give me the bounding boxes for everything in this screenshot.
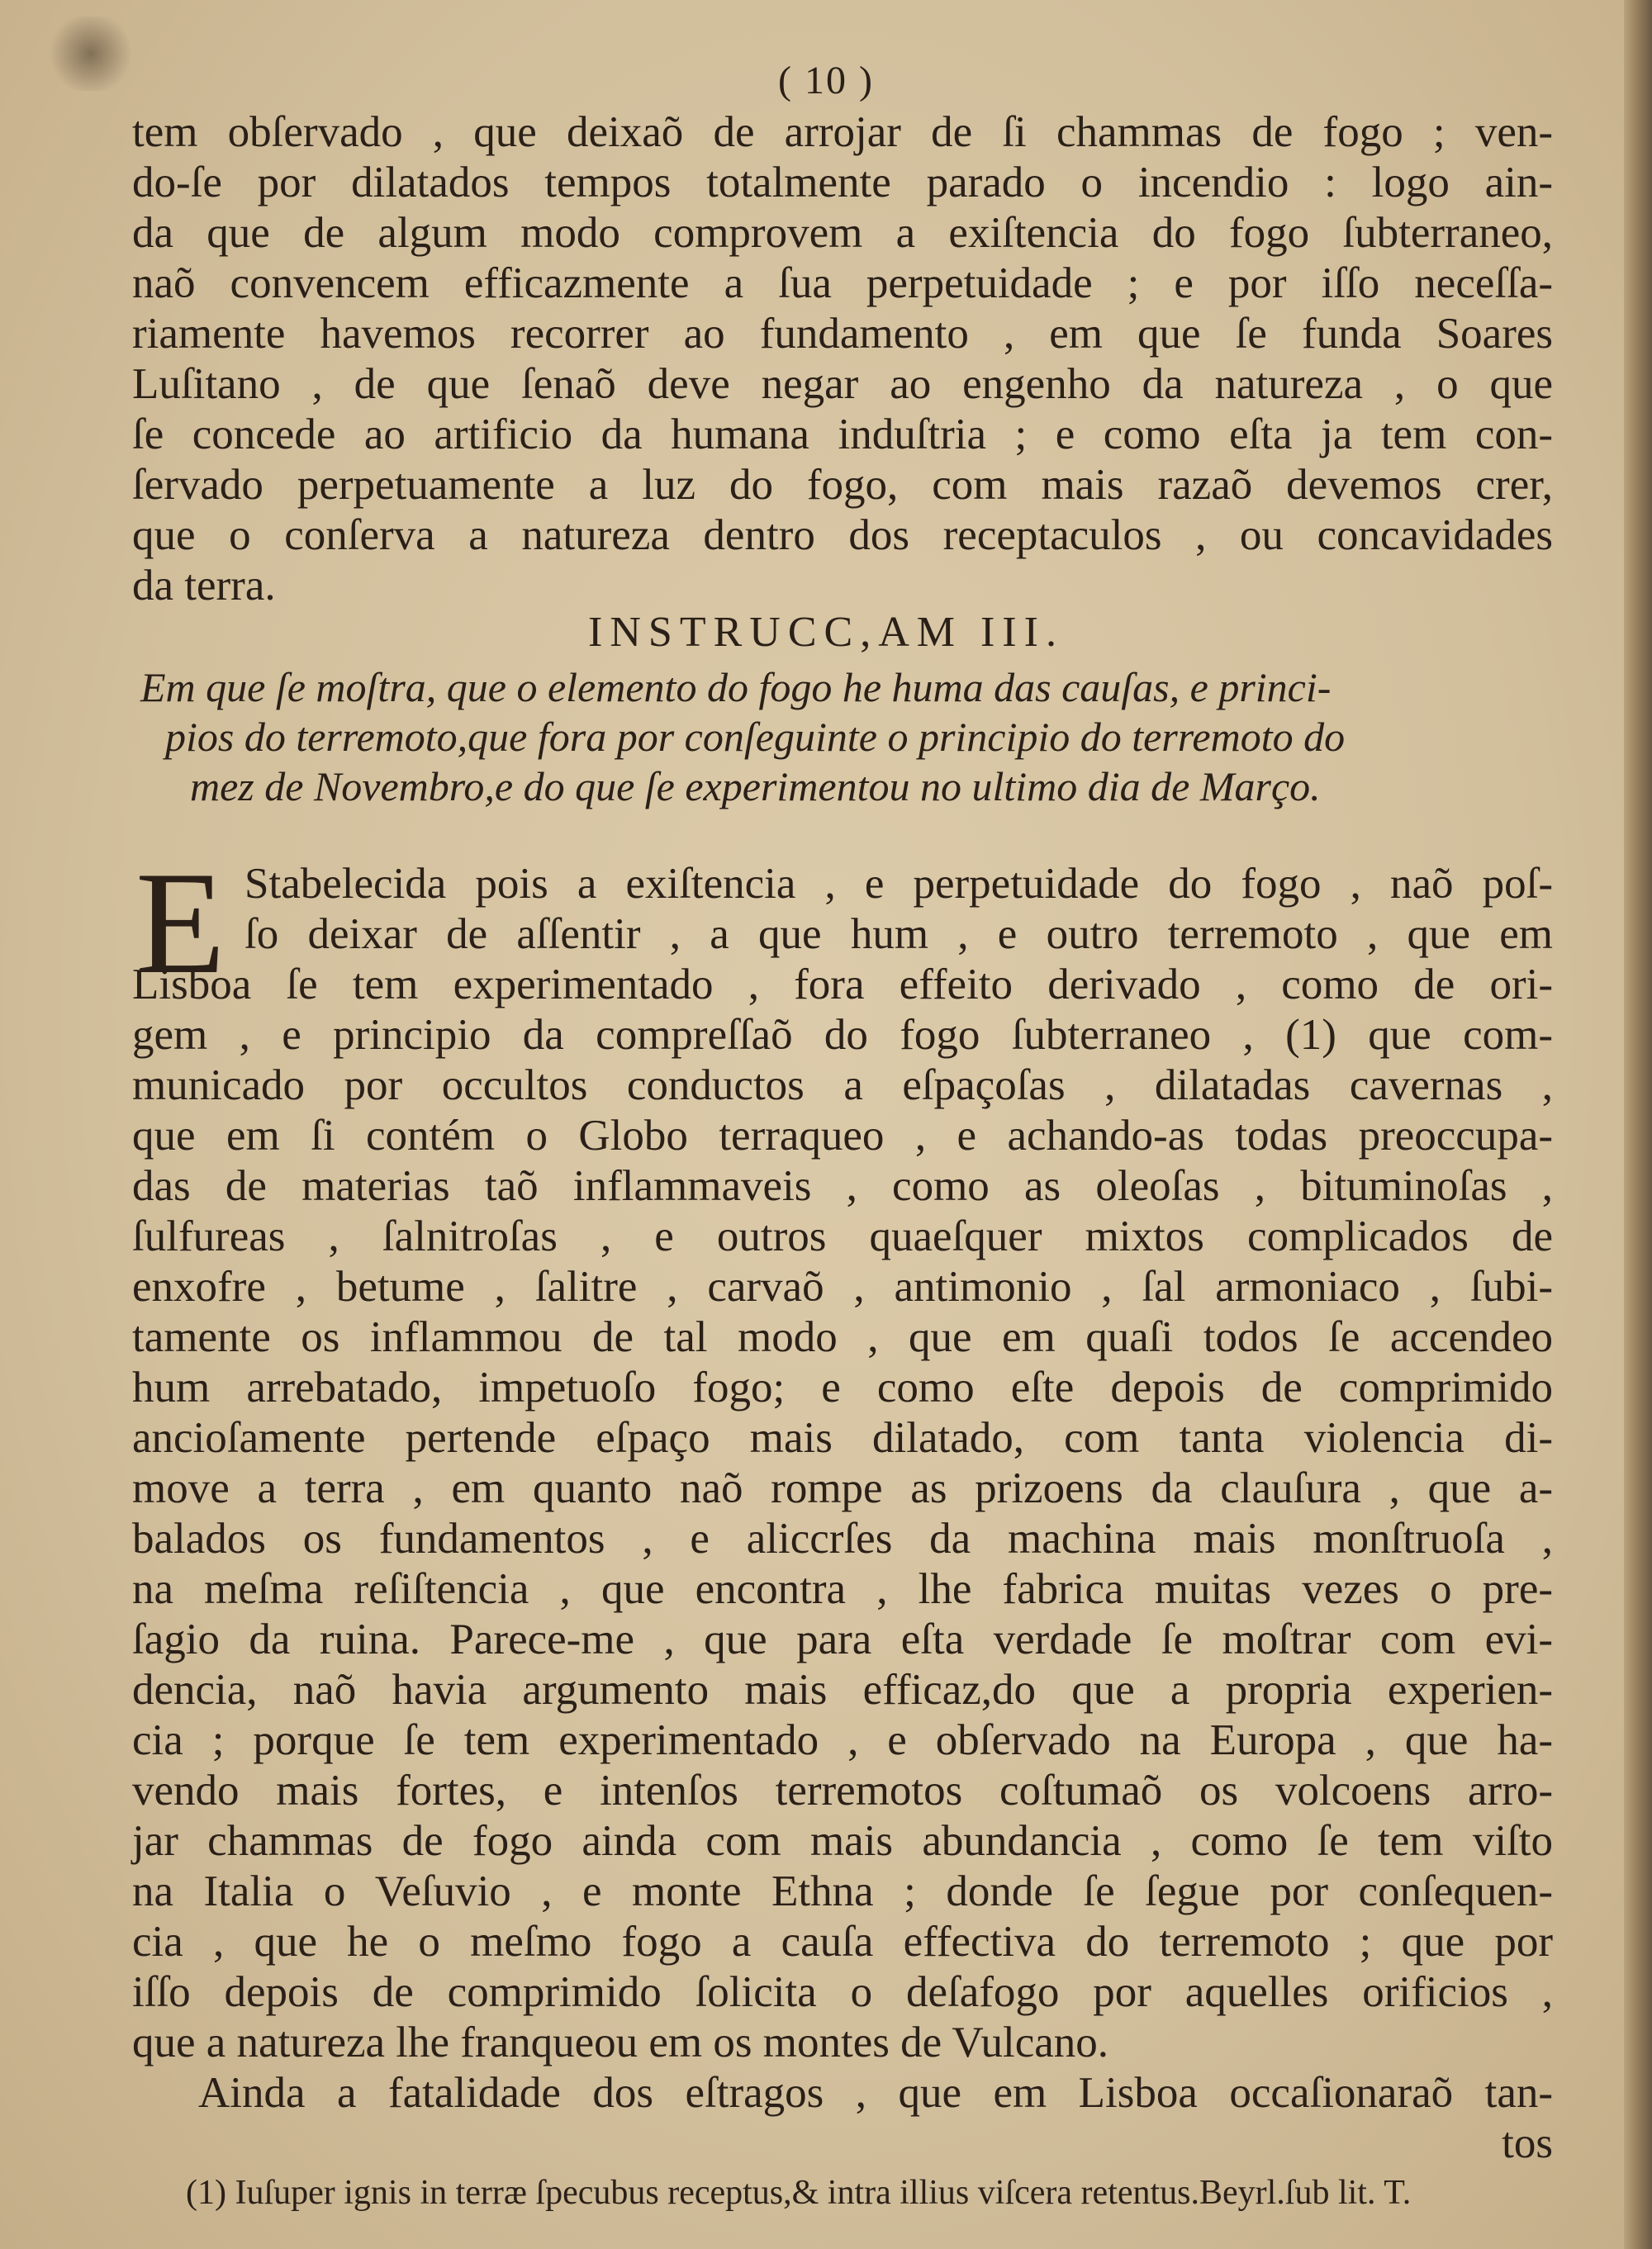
- text-line: ſagio da ruina. Parece-me , que para eſta verdade ſe moſtrar com evi-: [132, 1616, 1553, 1663]
- section-heading: INSTRUCC,AM III.: [588, 609, 1064, 656]
- text-line: da que de algum modo comprovem a exiſtencia do fogo ſubterraneo,: [132, 209, 1553, 257]
- text-line: da terra.: [132, 562, 276, 610]
- text-line: Lisboa ſe tem experimentado , fora effeito derivado , como de ori-: [132, 961, 1553, 1008]
- text-line: move a terra , em quanto naõ rompe as prizoens da clauſura , que a-: [132, 1464, 1553, 1512]
- text-line: iſſo depois de comprimido ſolicita o deſafogo por aquelles orificios ,: [132, 1968, 1553, 2016]
- footnote: (1) Iuſuper ignis in terræ ſpecubus receptus,& intra illius viſcera retentus.Beyrl.ſub lit. T.: [186, 2174, 1412, 2212]
- text-line: riamente havemos recorrer ao fundamento , em que ſe funda Soares: [132, 310, 1553, 358]
- text-line: ſe concede ao artificio da humana induſtria ; e como eſta ja tem con-: [132, 410, 1553, 458]
- text-line: ancioſamente pertende eſpaço mais dilatado, com tanta violencia di-: [132, 1414, 1553, 1462]
- text-line: das de materias taõ inflammaveis , como as oleoſas , bituminoſas ,: [132, 1162, 1553, 1210]
- text-line: ſervado perpetuamente a luz do fogo, com mais razaõ devemos crer,: [132, 461, 1553, 509]
- text-line: enxofre , betume , ſalitre , carvaõ , antimonio , ſal armoniaco , ſubi-: [132, 1263, 1553, 1311]
- text-line: que em ſi contém o Globo terraqueo , e achando-as todas preoccupa-: [132, 1112, 1553, 1160]
- main-paragraph: [132, 960, 1553, 2068]
- section-subtitle: [140, 662, 1561, 811]
- drop-cap: E: [135, 841, 225, 1004]
- text-line: cia , que he o meſmo fogo a cauſa effectiva do terremoto ; que por: [132, 1918, 1553, 1966]
- text-line: Ainda a fatalidade dos eſtragos , que em Lisboa occaſionaraõ tan-: [198, 2069, 1553, 2117]
- subtitle-line: Em que ſe moſtra, que o elemento do fogo he huma das cauſas, e princi-: [140, 664, 1332, 710]
- text-line: naõ convencem efficazmente a ſua perpetuidade ; e por iſſo neceſſa-: [132, 259, 1553, 307]
- text-line: Luſitano , de que ſenaõ deve negar ao engenho da natureza , o que: [132, 360, 1553, 408]
- first-lines: [244, 859, 1553, 960]
- text-line: do-ſe por dilatados tempos totalmente parado o incendio : logo ain-: [132, 159, 1553, 206]
- catchword-line: [132, 2119, 1553, 2169]
- text-line: na Italia o Veſuvio , e monte Ethna ; donde ſe ſegue por conſequen-: [132, 1867, 1553, 1915]
- page-edge: [1624, 0, 1652, 2249]
- page-number: ( 10 ): [778, 59, 874, 102]
- text-line: na meſma reſiſtencia , que encontra , lhe fabrica muitas vezes o pre-: [132, 1565, 1553, 1613]
- text-line: tem obſervado , que deixaõ de arrojar de ſi chammas de fogo ; ven-: [132, 108, 1553, 156]
- text-line: hum arrebatado, impetuoſo fogo; e como eſte depois de comprimido: [132, 1364, 1553, 1412]
- text-line: cia ; porque ſe tem experimentado , e obſervado na Europa , que ha-: [132, 1716, 1553, 1764]
- text-line: tamente os inflammou de tal modo , que em quaſi todos ſe accendeo: [132, 1313, 1553, 1361]
- text-line: jar chammas de fogo ainda com mais abundancia , como ſe tem viſto: [132, 1817, 1553, 1865]
- catchword: tos: [1502, 2119, 1553, 2167]
- subtitle-line: mez de Novembro,e do que ſe experimentou no ultimo dia de Março.: [190, 763, 1321, 809]
- top-paragraph: [132, 107, 1553, 611]
- text-line: Stabelecida pois a exiſtencia , e perpetuidade do fogo , naõ poſ-: [244, 860, 1553, 908]
- last-paragraph: [198, 2068, 1553, 2119]
- text-line: que o conſerva a natureza dentro dos receptaculos , ou concavidades: [132, 511, 1553, 559]
- text-line: dencia, naõ havia argumento mais efficaz,do que a propria experien-: [132, 1666, 1553, 1714]
- text-line: ſulfureas , ſalnitroſas , e outros quaeſquer mixtos complicados de: [132, 1212, 1553, 1260]
- text-line: que a natureza lhe franqueou em os montes de Vulcano.: [132, 2019, 1109, 2066]
- text-line: ſo deixar de aſſentir , a que hum , e outro terremoto , que em: [244, 910, 1553, 958]
- text-line: balados os fundamentos , e aliccrſes da machina mais monſtruoſa ,: [132, 1515, 1553, 1563]
- text-line: vendo mais fortes, e intenſos terremotos coſtumaõ os volcoens arro-: [132, 1767, 1553, 1815]
- subtitle-line: pios do terremoto,que fora por conſeguinte o principio do terremoto do: [165, 714, 1346, 760]
- text-line: gem , e principio da compreſſaõ do fogo ſubterraneo , (1) que com-: [132, 1011, 1553, 1059]
- text-line: municado por occultos conductos a eſpaçoſas , dilatadas cavernas ,: [132, 1061, 1553, 1109]
